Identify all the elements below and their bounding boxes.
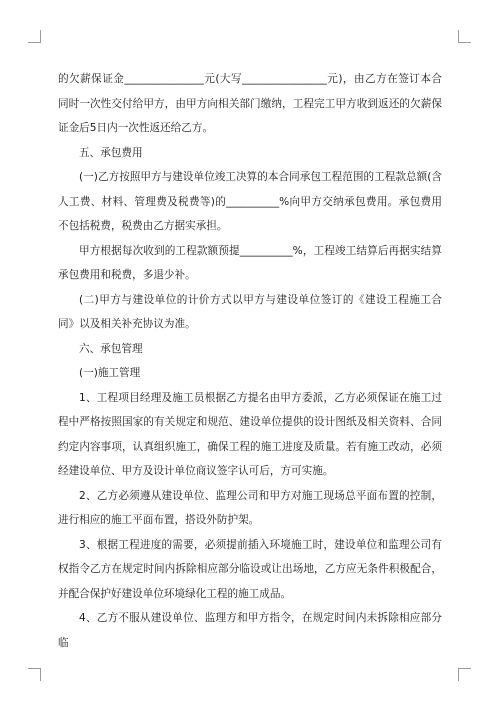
section-title-contract-fee: 五、承包费用 xyxy=(79,146,143,159)
paragraph-clause-5-2: (二)甲方与建设单位的计价方式以甲方与建设单位签订的《建设工程施工合同》以及相关补充协议为准。 xyxy=(58,293,442,330)
crop-mark-bottom-left xyxy=(28,668,41,681)
crop-mark-bottom-right xyxy=(458,668,471,681)
paragraph-wage-deposit: 的欠薪保证金_______________元(大写________________元)，由乙方在签订本合同时一次性交付给甲方，由甲方向相关部门缴纳，工程完工甲方收到返还的欠薪保证金后5日内一次性返还给乙方。 xyxy=(58,73,442,134)
crop-mark-top-left xyxy=(28,30,41,43)
crop-mark-top-right xyxy=(458,30,471,43)
paragraph-clause-6-1: 1、工程项目经理及施工员根据乙方提名由甲方委派，乙方必须保证在施工过程中严格按照国家的有关规定和规范、建设单位提供的设计图纸及相关资料、合同约定内容事项，认真组织施工，确保工程的施工进度及质量。若有施工改动，必须经建设单位、甲方及设计单位商议签字认可后，方可实施。 xyxy=(58,391,442,477)
section-title-contract-management: 六、承包管理 xyxy=(79,342,143,355)
document-body xyxy=(58,67,442,655)
subsection-title-construction-management: (一)施工管理 xyxy=(79,367,141,379)
paragraph-clause-6-4: 4、乙方不服从建设单位、监理方和甲方指令，在规定时间内未拆除相应部分临 xyxy=(58,612,442,649)
paragraph-clause-5-1-b: 甲方根据每次收到的工程款额预提__________%，工程竣工结算后再据实结算承包费用和税费，多退少补。 xyxy=(58,244,442,281)
paragraph-clause-5-1: (一)乙方按照甲方与建设单位竣工决算的本合同承包工程范围的工程款总额(含人工费、材料、管理费及税费等)的__________%向甲方交纳承包费用。承包费用不包括税费，税费由乙方据实承担。 xyxy=(58,171,442,232)
paragraph-clause-6-2: 2、乙方必须遵从建设单位、监理公司和甲方对施工现场总平面布置的控制，进行相应的施工平面布置，搭设外防护架。 xyxy=(58,489,442,526)
paragraph-clause-6-3: 3、根据工程进度的需要，必须提前插入环境施工时，建设单位和监理公司有权指令乙方在规定时间内拆除相应部分临设或让出场地，乙方应无条件积极配合，并配合保护好建设单位环境绿化工程的施工成品。 xyxy=(58,538,442,600)
